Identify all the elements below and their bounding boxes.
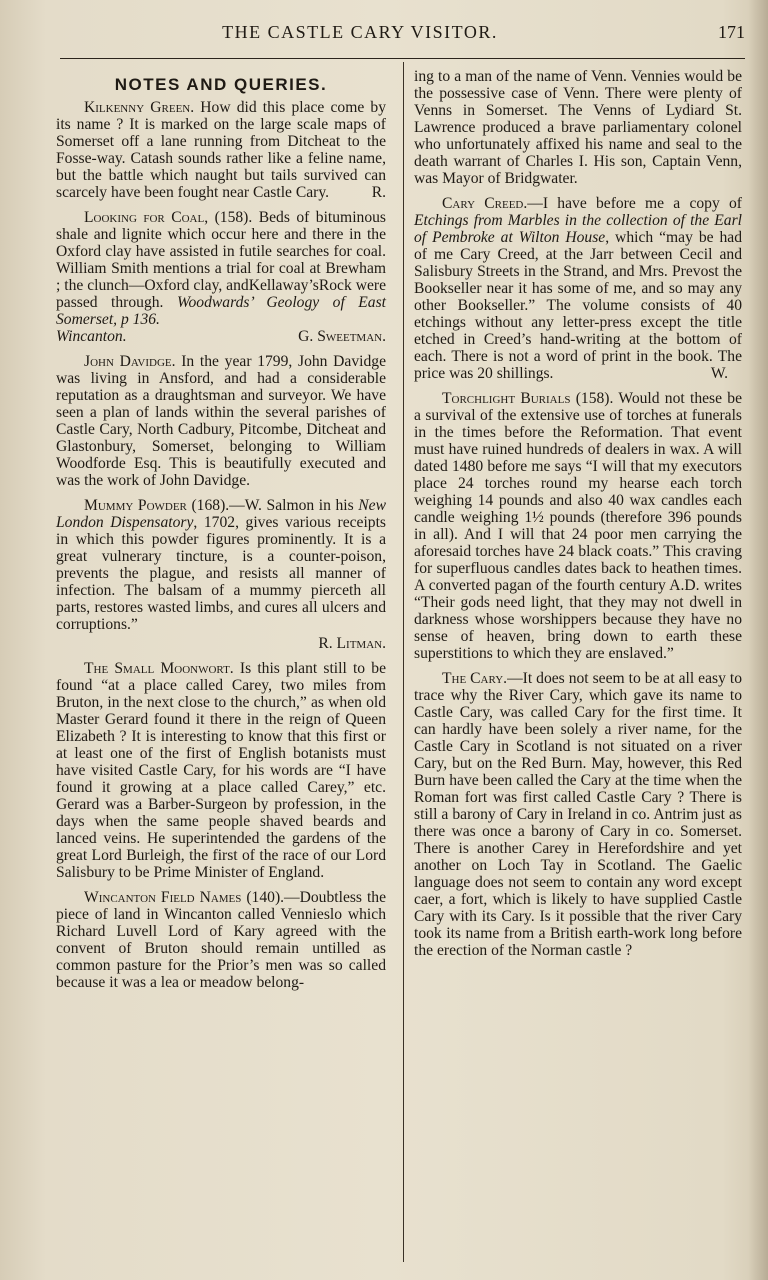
note-body: Is this plant still to be found “at a place called Carey, two miles from Bruton, in the next close to the church,” as when old Master Gerard found it there in the reign of Queen Elizabeth ? It is interesting to know that this first or at least one of the first of English botanists must have visited Castle Cary, for his words are “I have found it growing at a place called Carey,” etc. Gerard was a Barber-Surgeon by profession, in the days when the same people shaved beards and lanced veins. He superintended the gardens of the great Lord Burleigh, the first of the race of our Lord Salisbury to be Prime Minister of England.	[56, 660, 386, 881]
book-title: New London Dispensatory	[56, 497, 386, 531]
book-title: Etchings from Marbles in the collection of the Earl of Pembroke at Wilton House	[414, 212, 742, 246]
note-body-cont: , which “may be had of me Cary Creed, at the Jarr between Cecil and Salisbury Streets in the Strand, and Mrs. Prevost the Bookseller near it has some of me, and so may any other Bookseller.” The volume consists of 40 etchings without any letter-press except the title etched in Creed’s hand-writing at the bottom of each. There is not a word of print in the book. The price was 20 shillings.	[414, 229, 742, 382]
note-body: (140).—Doubtless the piece of land in Wincanton called Vennieslo which Richard Luvell Lord of Kary agreed with the convent of Bruton should remain untilled as common pasture for the Prior’s men was so called because it was a lea or meadow belong-	[56, 889, 386, 991]
header-rule	[60, 58, 745, 59]
note-looking-for-coal	[56, 209, 386, 328]
note-body: —I have before me a copy of	[527, 195, 742, 212]
right-column	[414, 68, 742, 967]
page-number: 171	[718, 22, 745, 42]
note-heading: Mummy Powder	[84, 497, 187, 514]
note-small-moonwort	[56, 660, 386, 881]
running-head	[60, 20, 745, 48]
note-wincanton-field-names	[56, 889, 386, 991]
note-signature: R.	[371, 184, 386, 201]
note-heading: John Davidge.	[84, 353, 176, 370]
note-heading: Kilkenny Green.	[84, 99, 195, 116]
note-the-cary	[414, 670, 742, 959]
note-kilkenny-green	[56, 99, 386, 201]
note-torchlight-burials	[414, 390, 742, 662]
note-cary-creed	[414, 195, 742, 382]
note-mummy-powder	[56, 497, 386, 633]
note-body: In the year 1799, John Davidge was living in Ansford, and had a considerable reputation as a draughtsman and surveyor. We have seen a plan of lands within the several parishes of Castle Cary, North Cadbury, Pitcombe, Ditcheat and Glastonbury, Somerset, belonging to William Woodforde Esq. This is beautifully executed and was the work of John Davidge.	[56, 353, 386, 489]
note-heading: Cary Creed.	[442, 195, 528, 212]
note-john-davidge	[56, 353, 386, 489]
note-body: How did this place come by its name ? It is marked on the large scale maps of Somerset off a lane running from Ditcheat to the Fosse-way. Catash sounds rather like a feline name, but the battle which naught but tails survived can scarcely have been fought near Castle Cary.	[56, 99, 386, 201]
note-body: (158). Beds of bituminous shale and lignite which occur here and there in the Oxford clay have assisted in futile searches for coal. William Smith mentions a trial for coal at Brewham ; the clunch—Oxford clay, andKellaway’sRock were passed through.	[56, 209, 386, 311]
note-signature-row	[56, 328, 386, 345]
left-column	[56, 68, 386, 999]
note-body-cont: , 1702, gives various receipts in which this powder figures prominently. It is a great vulnerary tincture, is a counter-poison, prevents the plague, and resists all manner of infection. The balsam of a mummy pierceth all parts, restores wasted limbs, and cures all ulcers and corruptions.”	[56, 514, 387, 633]
column-divider	[403, 62, 404, 1262]
note-place: Wincanton.	[56, 328, 127, 345]
note-field-names-continued: ing to a man of the name of Venn. Vennies would be the possessive case of Venn. There were plenty of Venns in Somerset. The Venns of Lydiard St. Lawrence produced a brave parliamentary colonel who unfortunately affixed his name and seal to the death warrant of Charles I. His son, Captain Venn, was Mayor of Bridgwater.	[414, 68, 742, 187]
note-body: (158). Would not these be a survival of the extensive use of torches at funerals in the times before the Reformation. That event must have ruined hundreds of dealers in wax. A will dated 1480 before me says “I will that my executors place 24 torches round my hearse each torch weighing 14 pounds and also 40 wax candles each candle weighing 1½ pounds (therefore 396 pounds in all). And I will that 24 poor men carrying the aforesaid torches have 24 black coats.” This craving for superfluous candles dates back to heathen times. A converted pagan of the fourth century A.D. writes “Their gods need light, that they may not dwell in darkness whose worshippers because they have no sense of heaven, bring down to earth these superstitions to which they are enslaved.”	[414, 390, 743, 662]
note-signature: W.	[710, 365, 728, 382]
note-heading: Looking for Coal,	[84, 209, 209, 226]
note-heading: The Cary.	[442, 670, 508, 687]
note-heading: Torchlight Burials	[442, 390, 571, 407]
note-heading: The Small Moonwort.	[84, 660, 234, 677]
note-heading: Wincanton Field Names	[84, 889, 242, 906]
note-body: —It does not seem to be at all easy to trace why the River Cary, which gave its name to Castle Cary, was called Cary for the first time. It can hardly have been solely a river name, for the Castle Cary in Scotland is not situated on a river Cary, but on the Red Burn. May, however, this Red Burn have been called the Cary at the time when the Roman fort was first called Castle Cary ? There is still a barony of Cary in Ireland in co. Antrim just as there was once a barony of Cary in co. Somerset. There is another Carey in Herefordshire and yet another on Loch Tay in Scotland. The Gaelic language does not seem to contain any word except caer, a fort, which is likely to have supplied Castle Cary with its Cary. Is it possible that the river Cary took its name from a British earth-work long before the erection of the Norman castle ?	[414, 670, 742, 959]
note-body: (168).—W. Salmon in his	[186, 497, 359, 514]
running-title: THE CASTLE CARY VISITOR.	[222, 22, 498, 42]
note-signature: G. Sweetman.	[298, 328, 386, 345]
note-reference: Woodwards’ Geology of East Somerset, p 136.	[56, 294, 386, 328]
section-title: NOTES AND QUERIES.	[114, 75, 328, 94]
note-signature: R. Litman.	[318, 635, 386, 652]
